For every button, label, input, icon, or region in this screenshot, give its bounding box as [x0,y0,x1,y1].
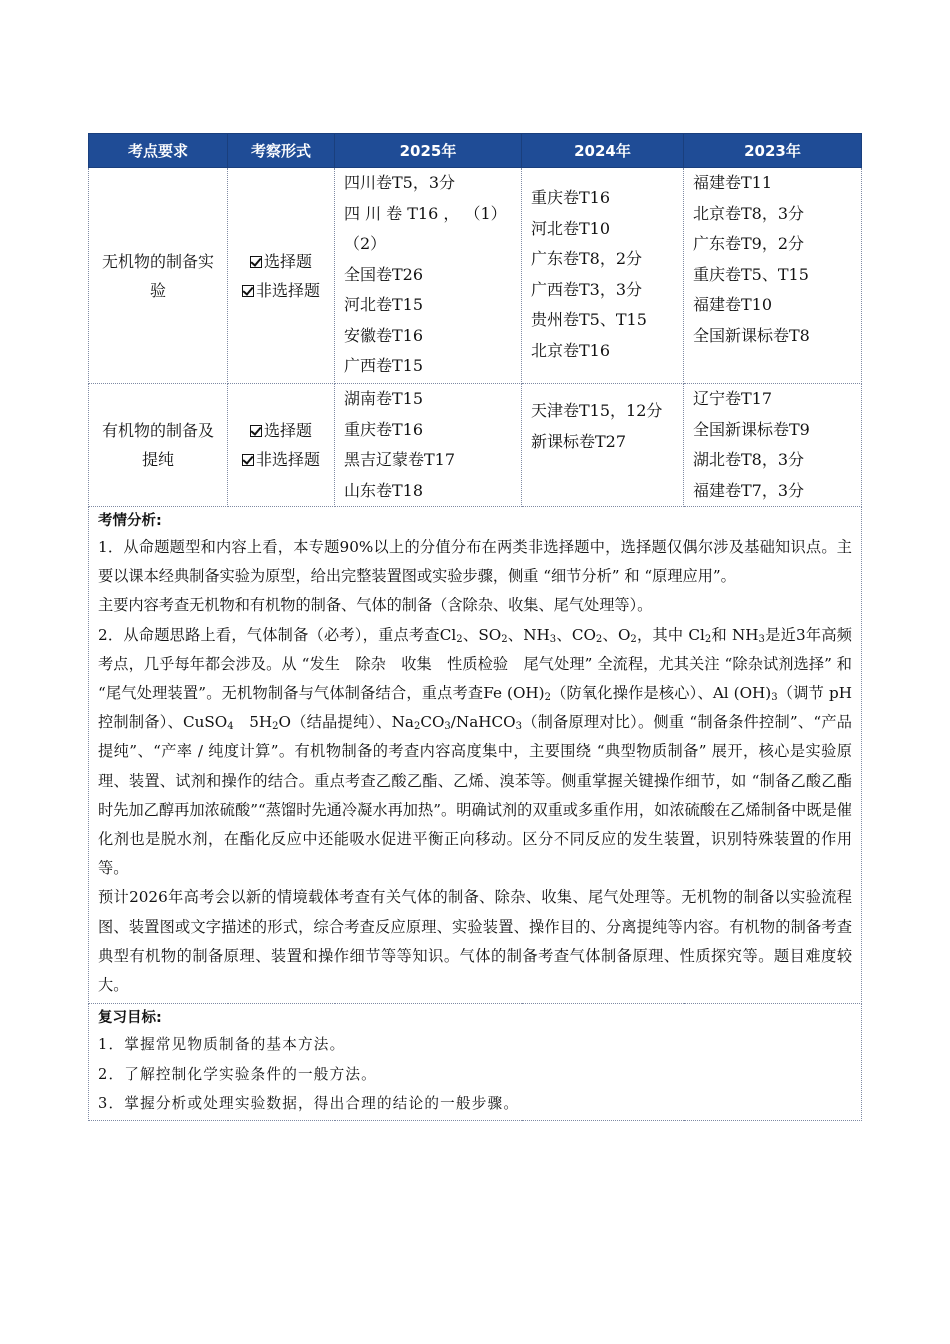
subscript: 3 [771,692,778,704]
form-label: 非选择题 [255,280,320,300]
goals-cell [89,1004,862,1121]
list-item: 四川卷T5，3分 [344,173,456,192]
text-run: （防氧化操作是核心）、Al (OH) [550,684,772,703]
list-item: 湖南卷T15 [344,389,424,408]
header-form: 考察形式 [228,134,335,168]
subscript: 2 [630,633,637,645]
list-item: 重庆卷T16 [531,188,611,207]
year-2024-cell [522,168,684,384]
checked-box-icon [250,256,262,268]
text-run: ，其中 Cl [636,625,705,644]
list-item: 福建卷T10 [693,295,773,314]
list-item: 湖北卷T8，3分 [693,450,805,469]
requirement-text: 有机物的制备及提纯 [101,421,214,469]
list-item: 1．掌握常见物质制备的基本方法。 [98,1036,346,1054]
subscript: 2 [704,633,712,645]
list-item: 北京卷T8，3分 [693,203,805,223]
list-item: 贵州卷T5、T15 [531,310,647,329]
requirement-cell [89,384,228,507]
list-item: 广西卷T3，3分 [531,279,643,299]
form-cell [228,168,335,384]
analysis-paragraph-4: 预计2026年高考会以新的情境载体考查有关气体的制备、除杂、收集、尾气处理等。无机物的制备以实验流程图、装置图或文字描述的形式，综合考查反应原理、实验装置、操作目的、分离提纯等内容。有机物的制备考查典型有机物的制备原理、装置和操作细节等等知识。气体的制备考查气体制备原理、性质探究等。题目难度较大。 [98,888,852,995]
checked-box-icon [242,454,254,466]
list-item: 新课标卷T27 [531,431,627,451]
list-item: 全国卷T26 [344,264,424,284]
list-item: 福建卷T7，3分 [693,480,805,500]
analysis-paragraph-1: 1．从命题题型和内容上看，本专题90%以上的分值分布在两类非选择题中，选择题仅偶尔涉及基础知识点。主要以课本经典制备实验为原型，给出完整装置图或实验步骤，侧重 “细节分析” 和 “原理应用”。 [98,538,852,586]
header-2024: 2024年 [522,134,684,168]
list-item: 2．了解控制化学实验条件的一般方法。 [98,1065,377,1083]
text-run: O（结晶提纯）、Na [278,713,414,732]
subscript: 3 [444,721,451,733]
header-2025: 2025年 [335,134,522,168]
list-item: 安徽卷T16 [344,325,424,345]
analysis-row [89,507,862,1004]
list-item: 全国新课标卷T8 [693,325,810,345]
list-item: 福建卷T11 [693,173,773,192]
form-label: 非选择题 [255,450,320,469]
goals-title: 复习目标: [98,1010,162,1027]
subscript: 3 [515,721,522,733]
checked-box-icon [242,285,254,297]
year-2025-cell [335,168,522,384]
year-2025-cell [335,384,522,507]
table-row [89,168,862,384]
subscript: 2 [456,633,463,645]
list-item: 四 川 卷 T16 ， （1）（2） [344,203,507,253]
year-2023-cell [684,168,862,384]
form-cell [228,384,335,507]
list-item: 北京卷T16 [531,340,611,360]
text-run: （制备原理对比）。侧重 “制备条件控制”、“产品提纯”、“产率 / 纯度计算”。有机物制备的考查内容高度集中，主要围绕 “典型物质制备” 展开，核心是实验原理、装置、试剂和操作的结合。重点考查乙酸乙酯、乙烯、溴苯等。侧重掌握关键操作细节，如 “制备乙酸乙酯时先加乙醇再加浓硫酸”“蒸馏时先通冷凝水再加热”。明确试剂的双重或多重作用，如浓硫酸在乙烯制备中既是催化剂也是脱水剂，在酯化反应中还能吸水促进平衡正向移动。区分不同反应的发生装置，识别特殊装置的作用等。 [98,713,852,878]
text-run: 和 NH [711,625,759,644]
list-item: 重庆卷T5、T15 [693,264,809,284]
year-2024-cell [522,384,684,507]
text-run: 、O [602,625,631,644]
list-item: 辽宁卷T17 [693,389,773,408]
year-2023-cell [684,384,862,507]
text-run: 、CO [556,625,596,644]
subscript: 2 [272,721,279,733]
form-label: 选择题 [263,251,312,271]
list-item: 3．掌握分析或处理实验数据，得出合理的结论的一般步骤。 [98,1095,520,1113]
requirement-cell [89,168,228,384]
requirement-text: 无机物的制备实验 [101,251,214,300]
text-run: （调节 pH 控制制备）、CuSO [98,684,852,732]
text-run: 、NH [507,625,550,644]
list-item: 广西卷T15 [344,356,424,375]
list-item: 天津卷T15，12分 [531,401,663,420]
list-item: 黑吉辽蒙卷T17 [344,450,456,469]
subscript: 2 [413,721,421,733]
list-item: 全国新课标卷T9 [693,419,810,439]
list-item: 山东卷T18 [344,480,424,500]
subscript: 3 [549,633,557,645]
table-row [89,384,862,507]
list-item: 广东卷T9，2分 [693,234,805,253]
subscript: 3 [758,633,765,645]
text-run: 是近3年高频考点，几乎每年都会涉及。从 “发生 除杂 收集 性质检验 尾气处理” 全流程，尤其关注 “除杂试剂选择” 和 “尾气处理装置”。无机物制备与气体制备结合，重点考查Fe (OH) [98,625,852,703]
list-item: 河北卷T15 [344,295,424,314]
header-2023: 2023年 [684,134,862,168]
subscript: 2 [544,692,551,704]
form-choice [228,416,334,445]
goals-row [89,1004,862,1121]
analysis-title: 考情分析: [98,513,162,529]
analysis-paragraph-2: 主要内容考查无机物和有机物的制备、气体的制备（含除杂、收集、尾气处理等）。 [98,596,653,615]
list-item: 广东卷T8，2分 [531,249,643,268]
list-item: 河北卷T10 [531,218,611,238]
text-run: 、SO [462,625,502,644]
text-run: /NaHCO [450,713,516,732]
subscript: 2 [501,633,508,645]
form-nonchoice [228,445,334,474]
subscript: 2 [595,633,603,645]
subscript: 4 [227,721,234,733]
analysis-cell [89,507,862,1004]
text-run: 2．从命题思路上看，气体制备（必考），重点考查Cl [98,625,457,644]
form-nonchoice [228,276,334,305]
form-choice [228,247,334,276]
text-run: 5H [233,713,273,732]
checked-box-icon [250,425,262,437]
list-item: 重庆卷T16 [344,419,424,439]
text-run: CO [420,713,445,732]
exam-analysis-table [88,133,862,1121]
table-header-row [89,134,862,168]
form-label: 选择题 [263,421,312,440]
document-page [88,133,861,1121]
analysis-paragraph-3 [98,621,852,884]
header-requirement: 考点要求 [89,134,228,168]
